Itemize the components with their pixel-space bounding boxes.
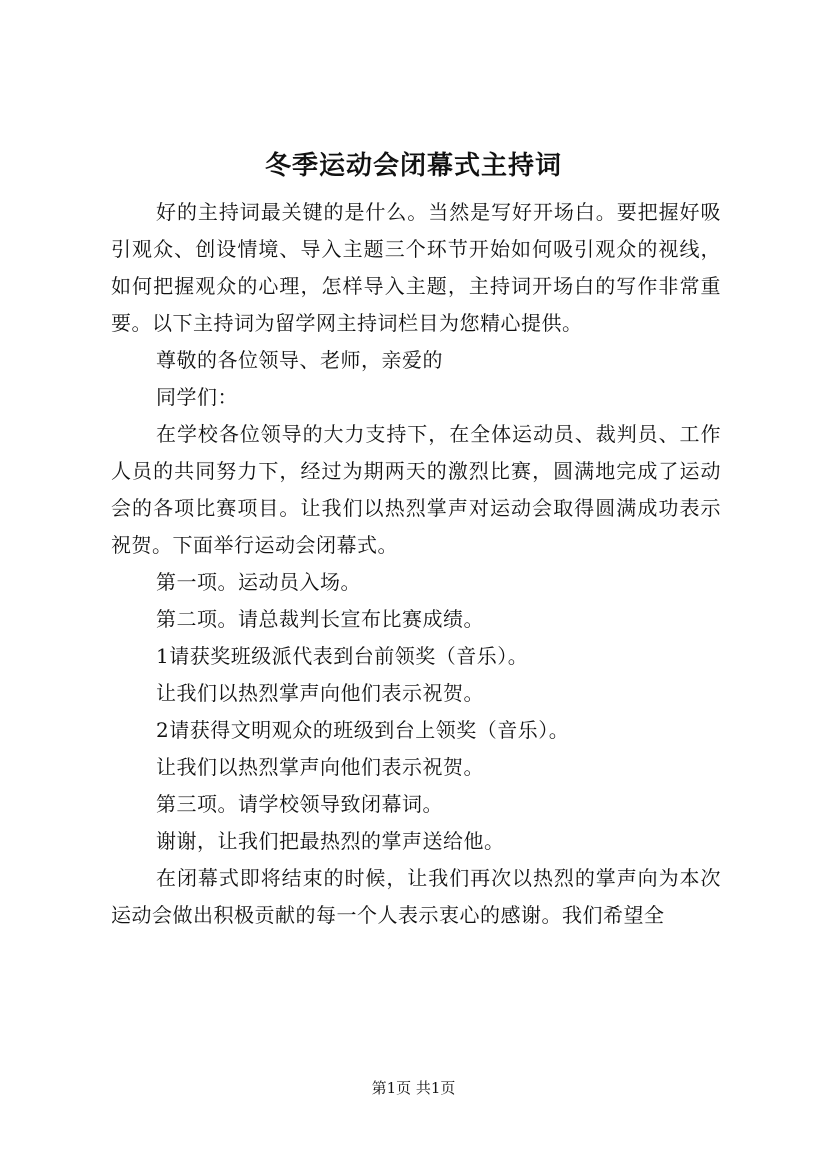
paragraph-opening: 在学校各位领导的大力支持下，在全体运动员、裁判员、工作人员的共同努力下，经过为期两天的激烈比赛，圆满地完成了运动会的各项比赛项目。让我们以热烈掌声对运动会取得圆满成功表示祝贺。下面举行运动会闭幕式。 [111,422,721,557]
paragraph-item-3: 第三项。请学校领导致闭幕词。 [156,792,443,816]
paragraph-applause-2: 让我们以热烈掌声向他们表示祝贺。 [156,755,484,779]
paragraph-applause-1: 让我们以热烈掌声向他们表示祝贺。 [156,681,484,705]
paragraph-intro: 好的主持词最关键的是什么。当然是写好开场白。要把握好吸引观众、创设情境、导入主题三个环节开始如何吸引观众的视线，如何把握观众的心理，怎样导入主题，主持词开场白的写作非常重要。以下主持词为留学网主持词栏目为您精心提供。 [111,200,721,335]
paragraph-greeting: 尊敬的各位领导、老师，亲爱的 [156,348,443,372]
page-title: 冬季运动会闭幕式主持词 [264,151,562,181]
paragraph-award-1: 1请获奖班级派代表到台前领奖（音乐）。 [156,644,529,668]
paragraph-item-2: 第二项。请总裁判长宣布比赛成绩。 [156,607,484,631]
document-body [111,194,721,934]
paragraph-item-1: 第一项。运动员入场。 [156,570,361,594]
paragraph-greeting-cont: 同学们： [156,385,238,409]
page-footer: 第1页 共1页 [371,1079,456,1097]
paragraph-award-2: 2请获得文明观众的班级到台上领奖（音乐）。 [156,718,570,742]
paragraph-thanks: 谢谢，让我们把最热烈的掌声送给他。 [156,829,505,853]
paragraph-closing: 在闭幕式即将结束的时候，让我们再次以热烈的掌声向为本次运动会做出积极贡献的每一个人表示衷心的感谢。我们希望全 [111,866,721,927]
